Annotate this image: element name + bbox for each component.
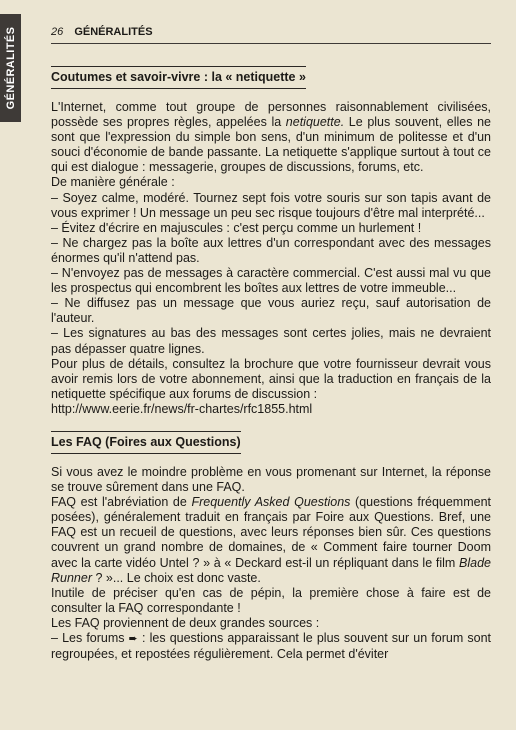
rule-item: – N'envoyez pas de messages à caractère commercial. C'est aussi mal vu que les prospectus qui encombrent les boîtes aux lettres de votre immeuble...: [51, 266, 491, 296]
rule-item: – Soyez calme, modéré. Tournez sept fois votre souris sur son tapis avant de vous exprimer ! Un message un peu sec risque toujours d'être mal interprété...: [51, 190, 491, 220]
faq-paragraph: Si vous avez le moindre problème en vous promenant sur Internet, la réponse se trouve sûrement dans une FAQ.: [51, 464, 491, 495]
page-number: 26: [51, 26, 64, 38]
page-header: [51, 26, 491, 44]
faq-paragraph: Les FAQ proviennent de deux grandes sources :: [51, 615, 320, 630]
faq-paragraph: Inutile de préciser qu'en cas de pépin, la première chose à faire est de consulter la FAQ correspondante !: [51, 585, 491, 615]
netiquette-closing: Pour plus de détails, consultez la brochure que votre fournisseur devrait vous avoir remis lors de votre abonnement, ainsi que la traduction en français de la netiquette spécifique aux forums de discussion :: [51, 356, 491, 401]
side-tab: [0, 14, 21, 122]
rule-item: – Ne chargez pas la boîte aux lettres d'un correspondant avec des messages énormes qu'il n'attend pas.: [51, 235, 491, 265]
rule-item: – Les signatures au bas des messages sont certes jolies, mais ne devraient pas dépasser quatre lignes.: [51, 326, 491, 356]
netiquette-intro: L'Internet, comme tout groupe de personnes raisonnablement civilisées, possède ses propres règles, appelées la netiquette. Le plus souvent, elles ne sont que l'expression du simple bon sens, d'un minimum de politesse et d'un souci d'économie de bande passante. La netiquette s'applique surtout à tout ce qui est dialogue : messagerie, groupes de discussions, forums, etc.: [51, 100, 491, 175]
page-content: [51, 66, 491, 662]
faq-paragraph: FAQ est l'abréviation de Frequently Asked Questions (questions fréquemment posées), généralement traduit en français par Foire aux Questions. Bref, une FAQ est un recueil de questions, avec leurs réponses bien sûr. Ces questions couvrent un grand nombre de domaines, de « Comment faire tourner Doom avec la carte vidéo Untel ? » à « Deckard est-il un répliquant dans le film Blade Runner ? »... Le choix est donc vaste.: [51, 495, 491, 585]
rule-item: – Ne diffusez pas un message que vous auriez reçu, sauf autorisation de l'auteur.: [51, 296, 491, 326]
netiquette-heading: Coutumes et savoir-vivre : la « netiquette »: [51, 66, 306, 89]
header-section-title: GÉNÉRALITÉS: [74, 26, 153, 38]
arrow-icon: ➨: [128, 633, 138, 645]
faq-paragraph: – Les forums ➨ : les questions apparaissant le plus souvent sur un forum sont regroupées, et repostées régulièrement. Cela permet d'éviter: [51, 631, 492, 662]
netiquette-url: http://www.eerie.fr/news/fr-chartes/rfc1855.html: [51, 401, 313, 416]
side-tab-label: GÉNÉRALITÉS: [4, 26, 17, 110]
faq-heading: Les FAQ (Foires aux Questions): [51, 431, 241, 454]
rule-item: – Évitez d'écrire en majuscules : c'est perçu comme un hurlement !: [51, 220, 422, 235]
general-intro: De manière générale :: [51, 175, 175, 190]
